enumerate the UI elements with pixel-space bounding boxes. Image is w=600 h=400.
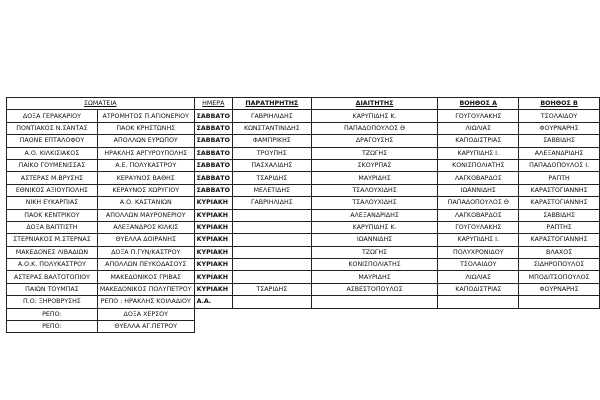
referee-cell: ΣΚΟΥΡΠΑΣ [311, 159, 438, 171]
assistant-a-cell: ΚΑΠΟΔΙΣΤΡΙΑΣ [438, 135, 519, 147]
day-cell: Α.Α. [194, 296, 232, 308]
referee-cell: ΤΖΩΓΗΣ [311, 246, 438, 258]
referee-cell [311, 296, 438, 308]
assistant-b-cell: ΚΑΡΑΣΤΟΓΙΑΝΝΗΣ [519, 184, 600, 196]
assistant-b-cell: ΣΙΔΗΡΟΠΟΥΛΟΣ [519, 259, 600, 271]
header-row [7, 98, 600, 110]
day-cell: ΚΥΡΙΑΚΗ [194, 221, 232, 233]
empty-cell [194, 321, 232, 333]
day-cell: ΣΑΒΒΑΤΟ [194, 122, 232, 134]
assignments-table [6, 97, 600, 333]
header-assistant-b: ΒΟΗΘΟΣ Β [519, 98, 600, 110]
home-team-cell: ΑΣΤΕΡΑΣ ΒΑΛΤΟΤΟΠΙΟΥ [7, 271, 98, 283]
table-row [7, 209, 600, 221]
referee-cell: ΤΣΑΛΟΥΧΙΔΗΣ [311, 197, 438, 209]
assistant-a-cell: ΚΑΡΥΠΙΔΗΣ Ι. [438, 234, 519, 246]
observer-cell: ΤΣΑΡΙΔΗΣ [232, 172, 311, 184]
home-team-cell: Α.Ο.Κ. ΠΟΛΥΚΑΣΤΡΟΥ [7, 259, 98, 271]
day-cell: ΚΥΡΙΑΚΗ [194, 197, 232, 209]
empty-cell [519, 308, 600, 320]
assistant-b-cell: ΠΑΠΑΔΟΠΟΥΛΟΣ Ι. [519, 159, 600, 171]
table-row [7, 197, 600, 209]
day-cell: ΣΑΒΒΑΤΟ [194, 184, 232, 196]
table-row [7, 110, 600, 122]
home-team-cell: ΔΟΞΑ ΒΑΠΤΙΣΤΗ [7, 221, 98, 233]
referee-cell: ΑΣΒΕΣΤΟΠΟΥΛΟΣ [311, 283, 438, 295]
assistant-b-cell: ΑΛΕΞΑΝΔΡΙΔΗΣ [519, 147, 600, 159]
observer-cell [232, 234, 311, 246]
observer-cell: ΠΑΣΧΑΛΙΔΗΣ [232, 159, 311, 171]
referee-cell: ΚΑΡΥΠΙΔΗΣ Κ. [311, 110, 438, 122]
observer-cell [232, 246, 311, 258]
home-team-cell: ΠΟΝΤΙΑΚΟΣ Ν.ΣΑΝΤΑΣ [7, 122, 98, 134]
table-row [7, 296, 600, 308]
observer-cell: ΚΩΝΣΤΑΝΤΙΝΙΔΗΣ [232, 122, 311, 134]
empty-cell [438, 321, 519, 333]
assistant-a-cell: ΤΣΟΛΑΙΔΟΥ [438, 259, 519, 271]
home-team-cell: ΕΘΝΙΚΟΣ ΑΞΙΟΥΠΟΛΗΣ [7, 184, 98, 196]
observer-cell: ΦΑΜΠΡΙΚΗΣ [232, 135, 311, 147]
home-team-cell: Α.Ο. ΚΙΛΚΙΣΙΑΚΟΣ [7, 147, 98, 159]
repo-label: ΡΕΠΟ: [7, 321, 98, 333]
table-row [7, 184, 600, 196]
assistant-a-cell: ΚΟΝΙΣΠΟΛΙΑΤΗΣ [438, 159, 519, 171]
empty-cell [232, 308, 311, 320]
assistant-b-cell: ΚΑΡΑΣΤΟΓΙΑΝΝΗΣ [519, 234, 600, 246]
empty-cell [519, 321, 600, 333]
assistant-a-cell: ΛΙΩΛΙΑΣ [438, 122, 519, 134]
repo-row [7, 308, 600, 320]
home-team-cell: ΠΑΟΝΕ ΕΠΤΑΛΟΦΟΥ [7, 135, 98, 147]
referee-cell: ΠΑΠΑΔΟΠΟΥΛΟΣ Θ [311, 122, 438, 134]
assistant-b-cell: ΒΛΑΧΟΣ [519, 246, 600, 258]
table-row [7, 283, 600, 295]
assistant-a-cell: ΛΑΓΚΟΒΑΡΔΟΣ [438, 209, 519, 221]
away-team-cell: ΑΠΟΛΛΩΝ ΠΕΥΚΟΔΑΣΟΥΣ [97, 259, 194, 271]
assistant-a-cell [438, 296, 519, 308]
referee-cell: ΚΟΝΙΣΠΟΛΙΑΤΗΣ [311, 259, 438, 271]
table-row [7, 259, 600, 271]
assistant-b-cell: ΣΑΒΒΙΔΗΣ [519, 135, 600, 147]
repo-row [7, 321, 600, 333]
header-observer: ΠΑΡΑΤΗΡΗΤΗΣ [232, 98, 311, 110]
day-cell: ΚΥΡΙΑΚΗ [194, 209, 232, 221]
observer-cell: ΜΕΛΕΤΙΔΗΣ [232, 184, 311, 196]
referee-cell: ΤΣΑΛΟΥΧΙΔΗΣ [311, 184, 438, 196]
home-team-cell: ΔΟΞΑ ΓΕΡΑΚΑΡΙΟΥ [7, 110, 98, 122]
empty-cell [311, 321, 438, 333]
assistant-b-cell: ΦΟΥΡΝΑΡΗΣ [519, 122, 600, 134]
referee-cell: ΜΑΥΡΙΔΗΣ [311, 271, 438, 283]
observer-cell [232, 296, 311, 308]
observer-cell [232, 209, 311, 221]
assistant-b-cell: ΚΑΡΑΣΤΟΓΙΑΝΝΗΣ [519, 197, 600, 209]
day-cell: ΚΥΡΙΑΚΗ [194, 283, 232, 295]
day-cell: ΚΥΡΙΑΚΗ [194, 271, 232, 283]
repo-team: ΘΥΕΛΛΑ ΑΓ.ΠΕΤΡΟΥ [97, 321, 194, 333]
empty-cell [232, 321, 311, 333]
away-team-cell: ΡΕΠΟ : ΗΡΑΚΛΗΣ ΚΟΙΛΑΔΙΟΥ [97, 296, 194, 308]
away-team-cell: ΜΑΚΕΔΟΝΙΚΟΣ ΠΟΛΥΠΕΤΡΟΥ [97, 283, 194, 295]
assistant-a-cell: ΛΙΩΛΙΑΣ [438, 271, 519, 283]
assistant-a-cell: ΓΟΥΓΟΥΛΑΚΗΣ [438, 110, 519, 122]
empty-cell [311, 308, 438, 320]
away-team-cell: ΑΠΟΛΛΩΝ ΕΥΡΩΠΟΥ [97, 135, 194, 147]
table-row [7, 221, 600, 233]
assistant-a-cell: ΚΑΡΥΠΙΔΗΣ Ι. [438, 147, 519, 159]
day-cell: ΣΑΒΒΑΤΟ [194, 147, 232, 159]
away-team-cell: Α.Ο. ΚΑΣΤΑΝΙΩΝ [97, 197, 194, 209]
table-row [7, 234, 600, 246]
referee-cell: ΙΩΑΝΝΙΔΗΣ [311, 234, 438, 246]
observer-cell: ΓΑΒΡΙΗΛΙΔΗΣ [232, 110, 311, 122]
referee-cell: ΤΖΩΓΗΣ [311, 147, 438, 159]
assistant-b-cell: ΤΣΟΛΑΙΔΟΥ [519, 110, 600, 122]
empty-cell [194, 308, 232, 320]
table-row [7, 246, 600, 258]
away-team-cell: Α.Ε. ΠΟΛΥΚΑΣΤΡΟΥ [97, 159, 194, 171]
assistant-b-cell: ΣΑΒΒΙΔΗΣ [519, 209, 600, 221]
home-team-cell: ΜΑΚΕΔΟΝΕΣ ΛΙΒΑΔΙΩΝ [7, 246, 98, 258]
away-team-cell: ΘΥΕΛΛΑ ΔΟΙΡΑΝΗΣ [97, 234, 194, 246]
assistant-b-cell: ΦΟΥΡΝΑΡΗΣ [519, 283, 600, 295]
assistant-a-cell: ΛΑΓΚΟΒΑΡΔΟΣ [438, 172, 519, 184]
home-team-cell: ΠΑΙΩΝ ΤΟΥΜΠΑΣ [7, 283, 98, 295]
away-team-cell: ΑΠΟΛΛΩΝ ΜΑΥΡΟΝΕΡΙΟΥ [97, 209, 194, 221]
table-row [7, 172, 600, 184]
assistant-a-cell: ΚΑΠΟΔΙΣΤΡΙΑΣ [438, 283, 519, 295]
day-cell: ΚΥΡΙΑΚΗ [194, 234, 232, 246]
home-team-cell: ΠΑΟΚ ΚΕΝΤΡΙΚΟΥ [7, 209, 98, 221]
header-day: ΗΜΕΡΑ [194, 98, 232, 110]
header-referee: ΔΙΑΙΤΗΤΗΣ [311, 98, 438, 110]
observer-cell [232, 271, 311, 283]
referee-cell: ΑΛΕΞΑΝΔΡΙΔΗΣ [311, 209, 438, 221]
away-team-cell: ΗΡΑΚΛΗΣ ΑΡΓΥΡΟΥΠΟΛΗΣ [97, 147, 194, 159]
away-team-cell: ΚΕΡΑΥΝΟΣ ΧΩΡΥΓΙΟΥ [97, 184, 194, 196]
home-team-cell: ΝΙΚΗ ΕΥΚΑΡΠΙΑΣ [7, 197, 98, 209]
assistant-a-cell: ΠΑΠΑΔΟΠΟΥΛΟΣ Θ [438, 197, 519, 209]
away-team-cell: ΑΤΡΟΜΗΤΟΣ Π.ΑΓΙΟΝΕΡΙΟΥ [97, 110, 194, 122]
day-cell: ΚΥΡΙΑΚΗ [194, 259, 232, 271]
day-cell: ΣΑΒΒΑΤΟ [194, 135, 232, 147]
empty-cell [438, 308, 519, 320]
referee-cell: ΚΑΡΥΠΙΔΗΣ Κ. [311, 221, 438, 233]
away-team-cell: ΑΛΕΞΑΝΔΡΟΣ ΚΙΛΚΙΣ [97, 221, 194, 233]
header-assistant-a: ΒΟΗΘΟΣ Α [438, 98, 519, 110]
away-team-cell: ΠΑΟΚ ΚΡΗΣΤΩΝΗΣ [97, 122, 194, 134]
away-team-cell: ΔΟΞΑ Π.ΓΥΝ/ΚΑΣΤΡΟΥ [97, 246, 194, 258]
observer-cell: ΓΑΒΡΙΗΛΙΔΗΣ [232, 197, 311, 209]
away-team-cell: ΜΑΚΕΔΟΝΙΚΟΣ ΓΡΙΒΑΣ [97, 271, 194, 283]
assistant-b-cell: ΡΑΠΤΗΣ [519, 221, 600, 233]
observer-cell: ΤΣΑΡΙΔΗΣ [232, 283, 311, 295]
assistant-b-cell: ΜΠΟΔΙΤΣΟΠΟΥΛΟΣ [519, 271, 600, 283]
assistant-b-cell [519, 296, 600, 308]
repo-label: ΡΕΠΟ: [7, 308, 98, 320]
day-cell: ΚΥΡΙΑΚΗ [194, 246, 232, 258]
day-cell: ΣΑΒΒΑΤΟ [194, 159, 232, 171]
home-team-cell: Π.Ο. ΞΗΡΟΒΡΥΣΗΣ [7, 296, 98, 308]
observer-cell [232, 221, 311, 233]
referee-cell: ΜΑΥΡΙΔΗΣ [311, 172, 438, 184]
home-team-cell: ΑΣΤΕΡΑΣ Μ.ΒΡΥΣΗΣ [7, 172, 98, 184]
away-team-cell: ΚΕΡΑΥΝΟΣ ΒΑΘΗΣ [97, 172, 194, 184]
referee-cell: ΔΡΑΓΟΥΣΗΣ [311, 135, 438, 147]
observer-cell: ΤΡΟΥΠΗΣ [232, 147, 311, 159]
assistant-a-cell: ΓΟΥΓΟΥΛΑΚΗΣ [438, 221, 519, 233]
home-team-cell: ΣΤΕΡΝΙΑΚΟΣ Μ.ΣΤΕΡΝΑΣ [7, 234, 98, 246]
assistant-a-cell: ΙΩΑΝΝΙΔΗΣ [438, 184, 519, 196]
table-row [7, 135, 600, 147]
header-clubs: ΣΩΜΑΤΕΙΑ [7, 98, 195, 110]
observer-cell [232, 259, 311, 271]
table-row [7, 159, 600, 171]
day-cell: ΣΑΒΒΑΤΟ [194, 110, 232, 122]
referee-assignments-sheet [6, 97, 600, 333]
repo-team: ΔΟΞΑ ΧΕΡΣΟΥ [97, 308, 194, 320]
home-team-cell: ΠΑΙΚΟ ΓΟΥΜΕΝΙΣΣΑΣ [7, 159, 98, 171]
day-cell: ΣΑΒΒΑΤΟ [194, 172, 232, 184]
assistant-a-cell: ΠΟΛΥΧΡΟΝΙΔΟΥ [438, 246, 519, 258]
table-row [7, 147, 600, 159]
table-row [7, 271, 600, 283]
assistant-b-cell: ΡΑΠΤΗ [519, 172, 600, 184]
table-row [7, 122, 600, 134]
